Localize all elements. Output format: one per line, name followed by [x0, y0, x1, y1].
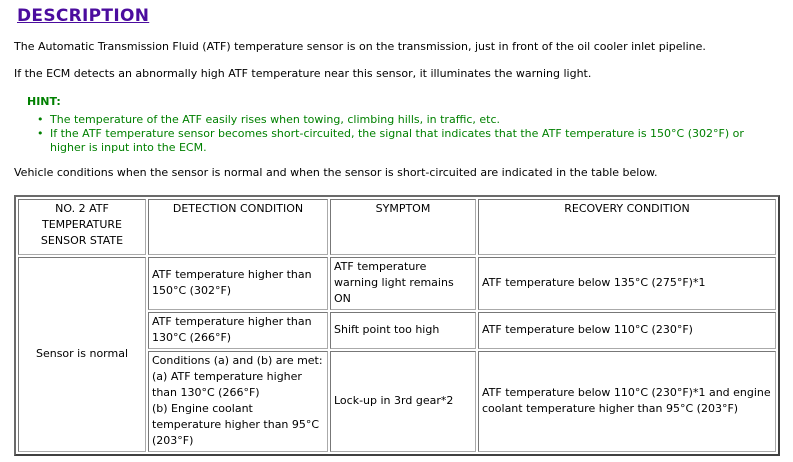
bullet-icon: • [37, 113, 44, 126]
description-paragraph-warning-light: If the ECM detects an abnormally high ATF temperature near this sensor, it illuminates the warning light. [14, 67, 592, 80]
sensor-conditions-table [14, 195, 780, 456]
hint-label: HINT: [27, 95, 61, 108]
header-detection-condition: DETECTION CONDITION [148, 199, 328, 255]
hint-item-text: The temperature of the ATF easily rises when towing, climbing hills, in traffic, etc. [50, 113, 500, 126]
detection-line: Conditions (a) and (b) are met: [152, 354, 323, 367]
cell-detection-condition: ATF temperature higher than 130°C (266°F) [148, 312, 328, 349]
table-row [18, 257, 776, 310]
hint-list [37, 113, 777, 155]
cell-symptom: Shift point too high [330, 312, 476, 349]
cell-recovery-condition: ATF temperature below 135°C (275°F)*1 [478, 257, 776, 310]
detection-line: (a) ATF temperature higher than 130°C (266°F) [152, 370, 302, 399]
table-header-row [18, 199, 776, 255]
header-sensor-state-line: SENSOR STATE [40, 234, 124, 247]
detection-line: (b) Engine coolant temperature higher than 95°C (203°F) [152, 402, 320, 447]
page-title: DESCRIPTION [17, 6, 150, 26]
header-sensor-state-line: TEMPERATURE [42, 218, 122, 231]
cell-detection-condition: ATF temperature higher than 150°C (302°F) [148, 257, 328, 310]
cell-recovery-condition: ATF temperature below 110°C (230°F)*1 and engine coolant temperature higher than 95°C (203°F) [478, 351, 776, 452]
header-recovery-condition: RECOVERY CONDITION [478, 199, 776, 255]
bullet-icon: • [37, 127, 44, 140]
table-intro-paragraph: Vehicle conditions when the sensor is normal and when the sensor is short-circuited are indicated in the table below. [14, 166, 658, 179]
cell-sensor-state: Sensor is normal [18, 257, 146, 452]
cell-symptom: ATF temperature warning light remains ON [330, 257, 476, 310]
header-sensor-state [18, 199, 146, 255]
header-symptom: SYMPTOM [330, 199, 476, 255]
header-sensor-state-line: NO. 2 ATF [55, 202, 109, 215]
hint-item [37, 127, 777, 155]
hint-item [37, 113, 777, 127]
cell-recovery-condition: ATF temperature below 110°C (230°F) [478, 312, 776, 349]
description-paragraph-sensor-location: The Automatic Transmission Fluid (ATF) temperature sensor is on the transmission, just in front of the oil cooler inlet pipeline. [14, 40, 706, 53]
cell-symptom: Lock-up in 3rd gear*2 [330, 351, 476, 452]
hint-item-text: If the ATF temperature sensor becomes short-circuited, the signal that indicates that the ATF temperature is 150°C (302°F) or higher is input into the ECM. [50, 127, 744, 154]
cell-detection-condition [148, 351, 328, 452]
